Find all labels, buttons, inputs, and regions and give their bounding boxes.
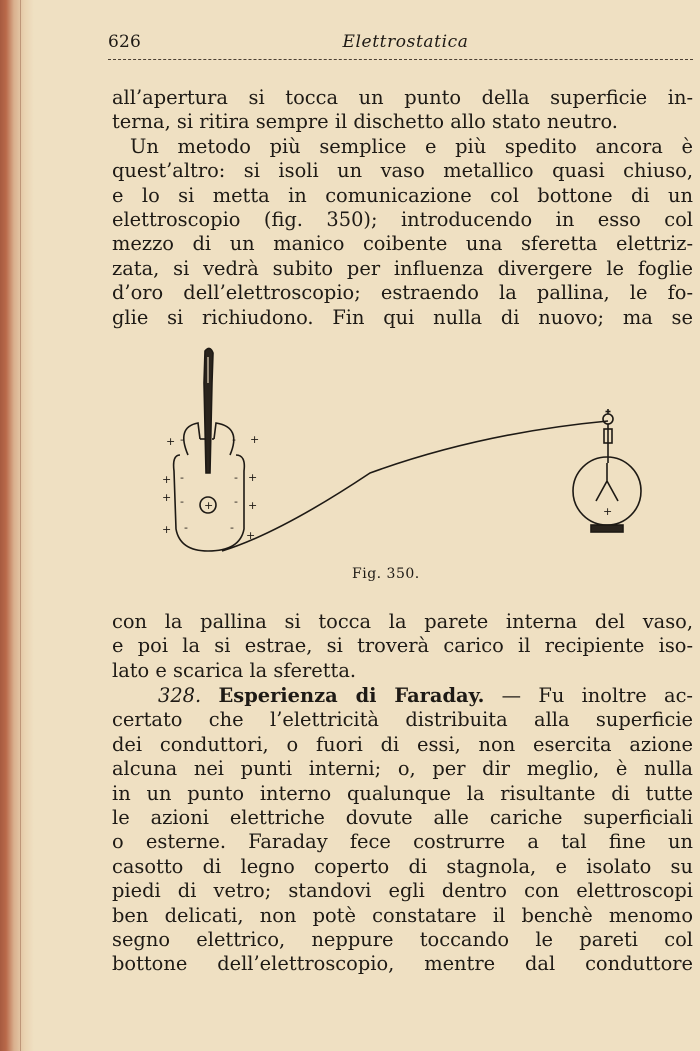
text-line: glie si richiudono. Fin qui nulla di nuovo; ma se — [112, 305, 693, 329]
text-line: all’apertura si tocca un punto della superficie in- — [112, 86, 693, 109]
page-number: 626 — [108, 32, 142, 52]
plus-sign: + — [250, 433, 260, 446]
paragraph-1 — [112, 86, 693, 330]
text-line: con la pallina si tocca la parete interna del vaso, — [112, 610, 693, 633]
minus-sign: - — [180, 495, 184, 508]
text-line: casotto di legno coperto di stagnola, e isolato su — [112, 854, 693, 878]
plus-sign: + — [603, 505, 613, 518]
plus-sign: + — [162, 491, 172, 504]
text-line: ben delicati, non potè constatare il benchè menomo — [112, 903, 693, 927]
page-header — [108, 32, 693, 56]
text-line: bottone dell’elettroscopio, mentre dal conduttore — [112, 952, 693, 976]
text-line: mezzo di un manico coibente una sferetta elettriz- — [112, 232, 693, 256]
gold-leaves — [596, 463, 618, 501]
plus-sign: + — [204, 499, 214, 512]
text-line: quest’altro: si isoli un vaso metallico quasi chiuso, — [112, 159, 693, 183]
plus-sign: + — [248, 499, 258, 512]
figure-caption: Fig. 350. — [352, 566, 420, 582]
text-line: d’oro dell’elettroscopio; estraendo la pallina, le fo- — [112, 281, 693, 305]
text-line: in un punto interno qualunque la risultante di tutte — [112, 781, 693, 805]
text-line: segno elettrico, neppure toccando le pareti col — [112, 928, 693, 952]
plus-sign: + — [162, 523, 172, 536]
figure-350 — [150, 343, 660, 563]
section-first-line: — Fu inoltre ac- — [484, 684, 693, 707]
minus-sign: - — [234, 495, 238, 508]
paragraph-2 — [112, 610, 693, 683]
header-rule — [108, 59, 693, 60]
text-line: certato che l’elettricità distribuita alla superficie — [112, 708, 693, 732]
plus-sign: + — [166, 435, 176, 448]
text-line: elettroscopio (fig. 350); introducendo in esso col — [112, 208, 693, 232]
minus-sign: - — [180, 433, 184, 446]
electroscope-button — [603, 414, 613, 424]
electroscope-base — [591, 525, 623, 532]
text-line: piedi di vetro; standovi egli dentro con elettroscopi — [112, 879, 693, 903]
electroscope-illustration — [150, 343, 660, 563]
plus-sign: + — [248, 471, 258, 484]
text-line: le azioni elettriche dovute alle cariche superficiali — [112, 806, 693, 830]
section-heading-line — [112, 684, 693, 708]
text-line: o esterne. Faraday fece costrurre a tal fine un — [112, 830, 693, 854]
text-line: Un metodo più semplice e più spedito ancora è — [130, 134, 693, 158]
text-line: terna, si ritira sempre il dischetto allo stato neutro. — [112, 110, 618, 134]
plus-sign: + — [246, 529, 256, 542]
text-line: zata, si vedrà subito per influenza divergere le foglie — [112, 256, 693, 280]
minus-sign: - — [232, 433, 236, 446]
minus-sign: - — [180, 471, 184, 484]
running-title: Elettrostatica — [342, 32, 469, 52]
section-328 — [112, 684, 693, 977]
section-number: 328. — [158, 684, 202, 707]
minus-sign: - — [230, 521, 234, 534]
minus-sign: - — [184, 521, 188, 534]
book-spine-edge — [0, 0, 34, 1051]
text-line: lato e scarica la sferetta. — [112, 658, 357, 682]
connecting-wire — [222, 421, 608, 551]
text-line: dei conduttori, o fuori di essi, non esercita azione — [112, 732, 693, 756]
section-title: Esperienza di Faraday. — [218, 684, 485, 707]
text-line: alcuna nei punti interni; o, per dir meglio, è nulla — [112, 757, 693, 781]
plus-sign: + — [162, 473, 172, 486]
text-line: e poi la si estrae, si troverà carico il recipiente iso- — [112, 634, 693, 658]
text-line: e lo si metta in comunicazione col bottone di un — [112, 183, 693, 207]
minus-sign: - — [234, 471, 238, 484]
